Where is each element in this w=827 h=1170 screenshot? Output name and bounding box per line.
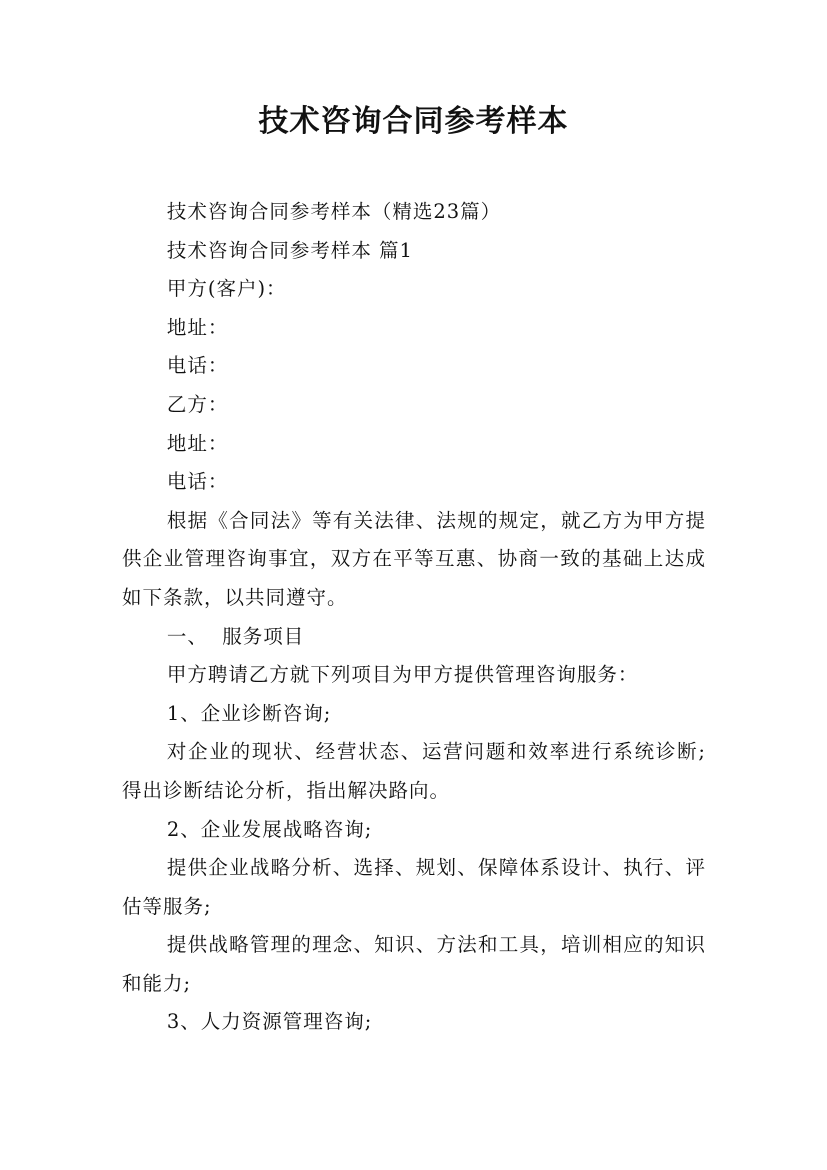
paragraph-clause-heading: 一、 服务项目 bbox=[166, 624, 305, 648]
paragraph-party-b-address: 地址： bbox=[166, 431, 229, 455]
document-title: 技术咨询合同参考样本 bbox=[258, 104, 569, 139]
paragraph-item-3: 3、人力资源管理咨询; bbox=[166, 1010, 373, 1034]
paragraph-section-heading: 技术咨询合同参考样本 篇1 bbox=[166, 238, 413, 262]
paragraph-preamble: 根据《合同法》等有关法律、法规的规定，就乙方为甲方提供企业管理咨询事宜，双方在平等互惠、协商一致的基础上达成如下条款，以共同遵守。 bbox=[122, 508, 706, 609]
paragraph-item-1-detail: 对企业的现状、经营状态、运营问题和效率进行系统诊断;得出诊断结论分析，指出解决路向。 bbox=[122, 740, 706, 802]
paragraph-party-b-phone: 电话： bbox=[166, 470, 229, 494]
paragraph-subtitle: 技术咨询合同参考样本（精选23篇） bbox=[166, 200, 502, 223]
paragraph-item-2-detail-a: 提供企业战略分析、选择、规划、保障体系设计、执行、评估等服务; bbox=[122, 856, 706, 918]
paragraph-item-2: 2、企业发展战略咨询; bbox=[166, 817, 373, 841]
paragraph-service-intro: 甲方聘请乙方就下列项目为甲方提供管理咨询服务： bbox=[166, 663, 639, 687]
paragraph-party-b: 乙方： bbox=[166, 392, 229, 416]
document-body bbox=[122, 193, 706, 1042]
paragraph-party-a: 甲方(客户)： bbox=[166, 277, 287, 301]
paragraph-party-a-phone: 电话： bbox=[166, 354, 229, 378]
paragraph-item-2-detail-b: 提供战略管理的理念、知识、方法和工具，培训相应的知识和能力; bbox=[122, 933, 706, 995]
paragraph-party-a-address: 地址： bbox=[166, 315, 229, 339]
paragraph-item-1: 1、企业诊断咨询; bbox=[166, 701, 332, 725]
